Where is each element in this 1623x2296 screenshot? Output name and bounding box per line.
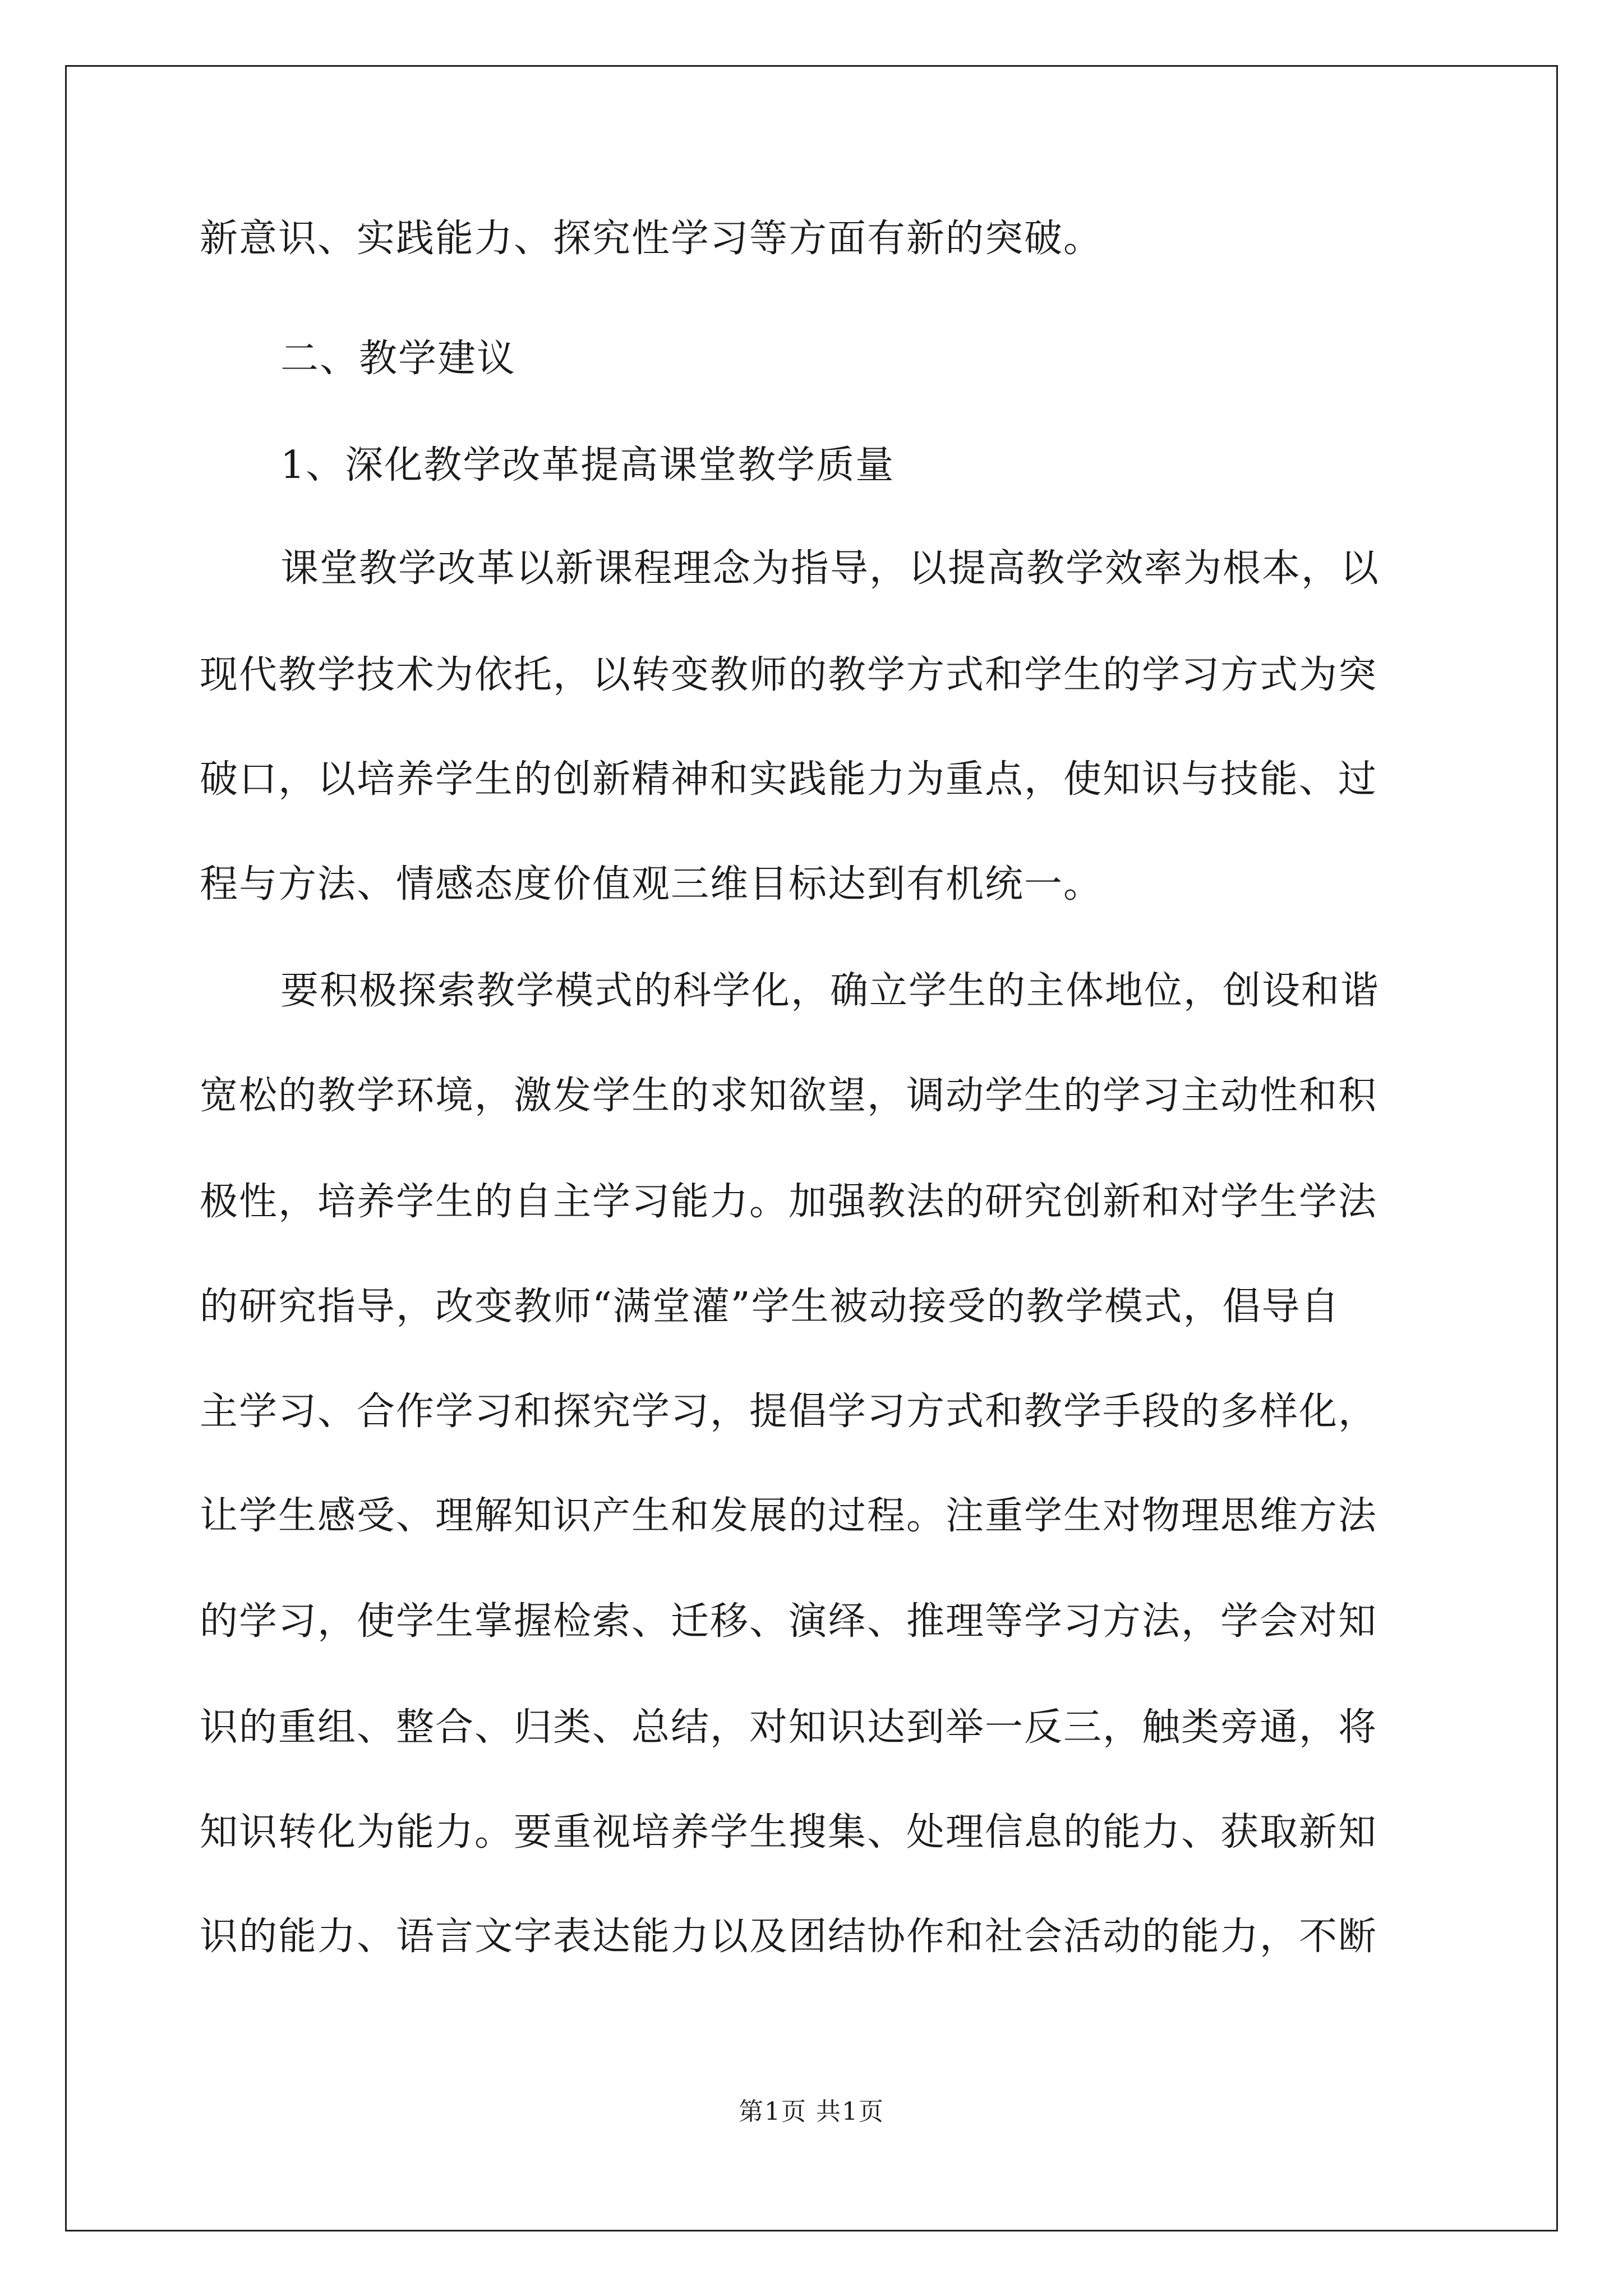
body-text-line: 破口，以培养学生的创新精神和实践能力为重点，使知识与技能、过 [200,757,1378,802]
body-text-line: 识的重组、整合、归类、总结，对知识达到举一反三，触类旁通，将 [200,1705,1378,1750]
page-border [65,65,1558,2231]
body-text-line: 极性，培养学生的自主学习能力。加强教法的研究创新和对学生学法 [200,1180,1378,1224]
body-text-line: 的学习，使学生掌握检索、迁移、演绎、推理等学习方法，学会对知 [200,1599,1378,1644]
body-text-line: 的研究指导，改变教师“满堂灌”学生被动接受的教学模式，倡导自 [200,1285,1340,1329]
body-text-line: 新意识、实践能力、探究性学习等方面有新的突破。 [200,217,1103,261]
body-text-line: 识的能力、语言文字表达能力以及团结协作和社会活动的能力，不断 [200,1915,1378,1959]
body-text-line: 知识转化为能力。要重视培养学生搜集、处理信息的能力、获取新知 [200,1810,1378,1855]
section-heading: 二、教学建议 [280,337,517,381]
body-text-line: 让学生感受、理解知识产生和发展的过程。注重学生对物理思维方法 [200,1494,1378,1538]
body-text-line: 现代教学技术为依托，以转变教师的教学方式和学生的学习方式为突 [200,653,1378,697]
body-text-line: 程与方法、情感态度价值观三维目标达到有机统一。 [200,862,1103,907]
body-text-line: 主学习、合作学习和探究学习，提倡学习方式和教学手段的多样化， [200,1389,1378,1434]
body-text-line: 要积极探索教学模式的科学化，确立学生的主体地位，创设和谐 [280,969,1380,1013]
page-number: 第1页 共1页 [739,2097,884,2126]
subsection-heading: 1、深化教学改革提高课堂教学质量 [280,443,895,487]
body-text-line: 宽松的教学环境，激发学生的求知欲望，调动学生的学习主动性和积 [200,1074,1378,1118]
body-text-line: 课堂教学改革以新课程理念为指导，以提高教学效率为根本，以 [280,546,1380,591]
